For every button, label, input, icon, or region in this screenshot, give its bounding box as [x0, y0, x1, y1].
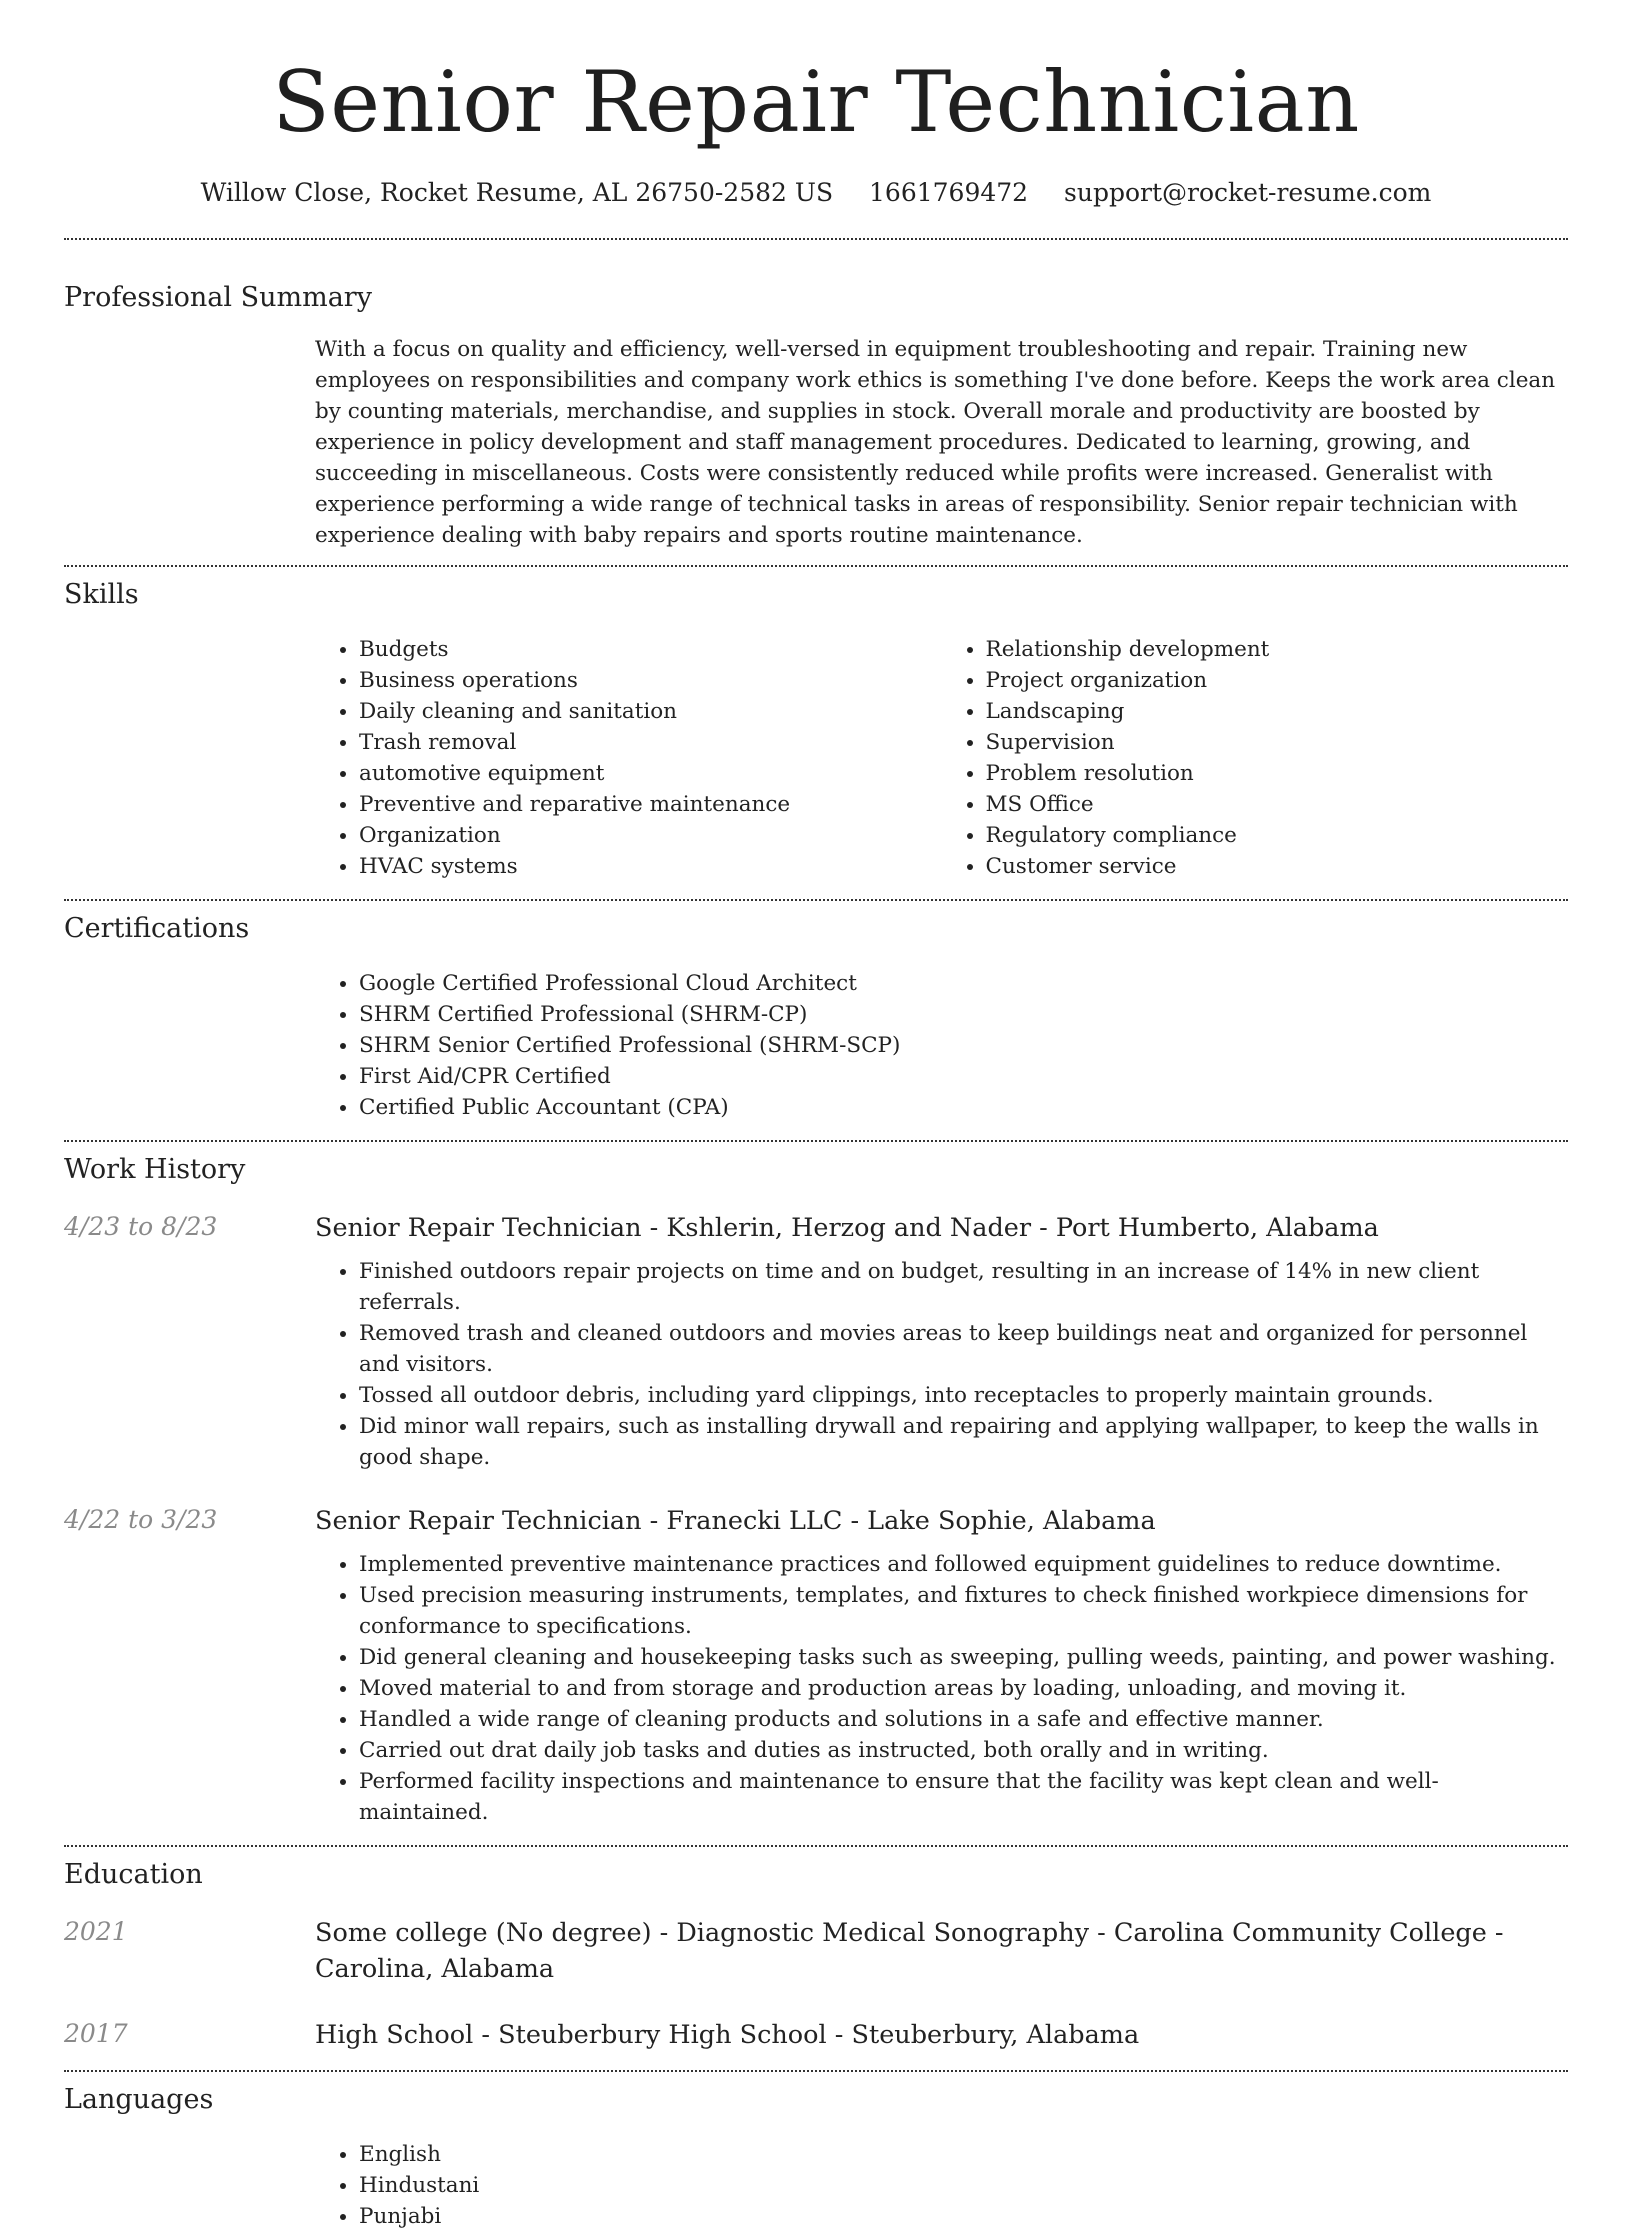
skill-item: • MS Office: [986, 789, 1569, 820]
skill-item: • Organization: [359, 820, 942, 851]
contact-line: [64, 178, 1568, 208]
job-entry: [64, 1503, 1568, 1828]
resume-name: Senior Repair Technician: [272, 53, 1360, 151]
skill-item: • Landscaping: [986, 696, 1569, 727]
job-bullet: • Performed facility inspections and maintenance to ensure that the facility was kept clean and well-maintained.: [359, 1766, 1568, 1828]
job-bullets: [315, 1549, 1568, 1828]
skill-item: • Budgets: [359, 634, 942, 665]
education-school: Carolina Community College: [1113, 1918, 1487, 1948]
education-entry: [64, 2017, 1568, 2053]
skill-item: • automotive equipment: [359, 758, 942, 789]
job-company: Franecki LLC: [666, 1506, 843, 1536]
skill-item: • Preventive and reparative maintenance: [359, 789, 942, 820]
education-entry: [64, 1915, 1568, 1987]
certifications-section: [64, 911, 1568, 1123]
section-divider: [64, 1845, 1568, 1847]
skills-heading: Skills: [64, 579, 139, 610]
language-item: • Hindustani: [359, 2170, 1568, 2201]
job-bullet: • Finished outdoors repair projects on time and on budget, resulting in an increase of 14% in new client referrals.: [359, 1256, 1568, 1318]
skills-section: [64, 577, 1568, 882]
certification-item: • Certified Public Accountant (CPA): [359, 1092, 1568, 1123]
language-item: • Punjabi: [359, 2201, 1568, 2232]
job-company: Kshlerin, Herzog and Nader: [666, 1213, 1032, 1243]
contact-phone: 1661769472: [869, 178, 1029, 207]
job-bullet: • Moved material to and from storage and production areas by loading, unloading, and moving it.: [359, 1673, 1568, 1704]
summary-heading: Professional Summary: [64, 282, 372, 313]
skill-item: • Customer service: [986, 851, 1569, 882]
job-heading: Senior Repair Technician - Kshlerin, Herzog and Nader - Port Humberto, Alabama: [315, 1213, 1379, 1243]
certification-item: • SHRM Senior Certified Professional (SHRM-SCP): [359, 1030, 1568, 1061]
summary-section: [64, 280, 1568, 551]
education-school: Steuberbury High School: [498, 2020, 827, 2050]
job-bullet: • Removed trash and cleaned outdoors and movies areas to keep buildings neat and organized for personnel and visitors.: [359, 1318, 1568, 1380]
contact-address: Willow Close, Rocket Resume, AL 26750-2582 US: [200, 178, 834, 207]
education-heading: Education: [64, 1859, 203, 1890]
education-heading-line: Some college (No degree) - Diagnostic Medical Sonography - Carolina Community College - Carolina, Alabama: [315, 1918, 1504, 1984]
education-year: 2021: [64, 1917, 128, 1946]
skill-item: • Project organization: [986, 665, 1569, 696]
education-location: Steuberbury, Alabama: [851, 2020, 1140, 2050]
languages-section: [64, 2082, 1568, 2232]
job-bullet: • Tossed all outdoor debris, including yard clippings, into receptacles to properly maintain grounds.: [359, 1380, 1568, 1411]
skill-item: • Supervision: [986, 727, 1569, 758]
language-item: • English: [359, 2139, 1568, 2170]
job-heading: Senior Repair Technician - Franecki LLC - Lake Sophie, Alabama: [315, 1506, 1156, 1536]
skill-item: • Daily cleaning and sanitation: [359, 696, 942, 727]
education-heading-line: High School - Steuberbury High School - Steuberbury, Alabama: [315, 2020, 1140, 2050]
section-divider: [64, 2070, 1568, 2072]
section-divider: [64, 238, 1568, 240]
skills-list-right: [942, 634, 1569, 882]
education-section: [64, 1857, 1568, 2053]
job-bullet: • Carried out drat daily job tasks and duties as instructed, both orally and in writing.: [359, 1735, 1568, 1766]
certifications-heading: Certifications: [64, 913, 250, 944]
job-dates: 4/23 to 8/23: [64, 1212, 218, 1241]
section-divider: [64, 899, 1568, 901]
education-location: Carolina, Alabama: [315, 1954, 555, 1984]
certifications-list: [315, 968, 1568, 1123]
job-bullet: • Handled a wide range of cleaning products and solutions in a safe and effective manner.: [359, 1704, 1568, 1735]
education-degree: High School: [315, 2020, 474, 2050]
section-divider: [64, 565, 1568, 567]
work-history-section: [64, 1152, 1568, 1828]
certification-item: • First Aid/CPR Certified: [359, 1061, 1568, 1092]
skill-item: • Business operations: [359, 665, 942, 696]
skill-item: • Regulatory compliance: [986, 820, 1569, 851]
skill-item: • Relationship development: [986, 634, 1569, 665]
job-location: Port Humberto, Alabama: [1055, 1213, 1379, 1243]
job-bullet: • Used precision measuring instruments, templates, and fixtures to check finished workpiece dimensions for conformance to specifications.: [359, 1580, 1568, 1642]
section-divider: [64, 1140, 1568, 1142]
job-entry: [64, 1210, 1568, 1473]
job-bullet: • Implemented preventive maintenance practices and followed equipment guidelines to reduce downtime.: [359, 1549, 1568, 1580]
job-bullets: [315, 1256, 1568, 1473]
certification-item: • SHRM Certified Professional (SHRM-CP): [359, 999, 1568, 1030]
languages-heading: Languages: [64, 2084, 214, 2115]
job-role: Senior Repair Technician: [315, 1506, 642, 1536]
skills-list-left: [315, 634, 942, 882]
education-degree: Some college (No degree): [315, 1918, 652, 1948]
job-dates: 4/22 to 3/23: [64, 1505, 218, 1534]
certification-item: • Google Certified Professional Cloud Architect: [359, 968, 1568, 999]
job-role: Senior Repair Technician: [315, 1213, 642, 1243]
work-history-heading: Work History: [64, 1154, 246, 1185]
education-year: 2017: [64, 2019, 128, 2048]
skill-item: • HVAC systems: [359, 851, 942, 882]
resume-page: [64, 0, 1568, 2232]
job-location: Lake Sophie, Alabama: [867, 1506, 1156, 1536]
job-bullet: • Did general cleaning and housekeeping tasks such as sweeping, pulling weeds, painting, and power washing.: [359, 1642, 1568, 1673]
languages-list: [315, 2139, 1568, 2232]
job-bullet: • Did minor wall repairs, such as installing drywall and repairing and applying wallpaper, to keep the walls in good shape.: [359, 1411, 1568, 1473]
summary-text: With a focus on quality and efficiency, well-versed in equipment troubleshooting and repair. Training new employees on responsibilities and company work ethics is something I've done before. Keeps the work area clean by counting materials, merchandise, and supplies in stock. Overall morale and productivity are boosted by experience in policy development and staff management procedures. Dedicated to learning, growing, and succeeding in miscellaneous. Costs were consistently reduced while profits were increased. Generalist with experience performing a wide range of technical tasks in areas of responsibility. Senior repair technician with experience dealing with baby repairs and sports routine maintenance.: [315, 337, 1556, 548]
education-field: Diagnostic Medical Sonography: [676, 1918, 1090, 1948]
skill-item: • Problem resolution: [986, 758, 1569, 789]
contact-email[interactable]: support@rocket-resume.com: [1064, 178, 1432, 207]
skill-item: • Trash removal: [359, 727, 942, 758]
